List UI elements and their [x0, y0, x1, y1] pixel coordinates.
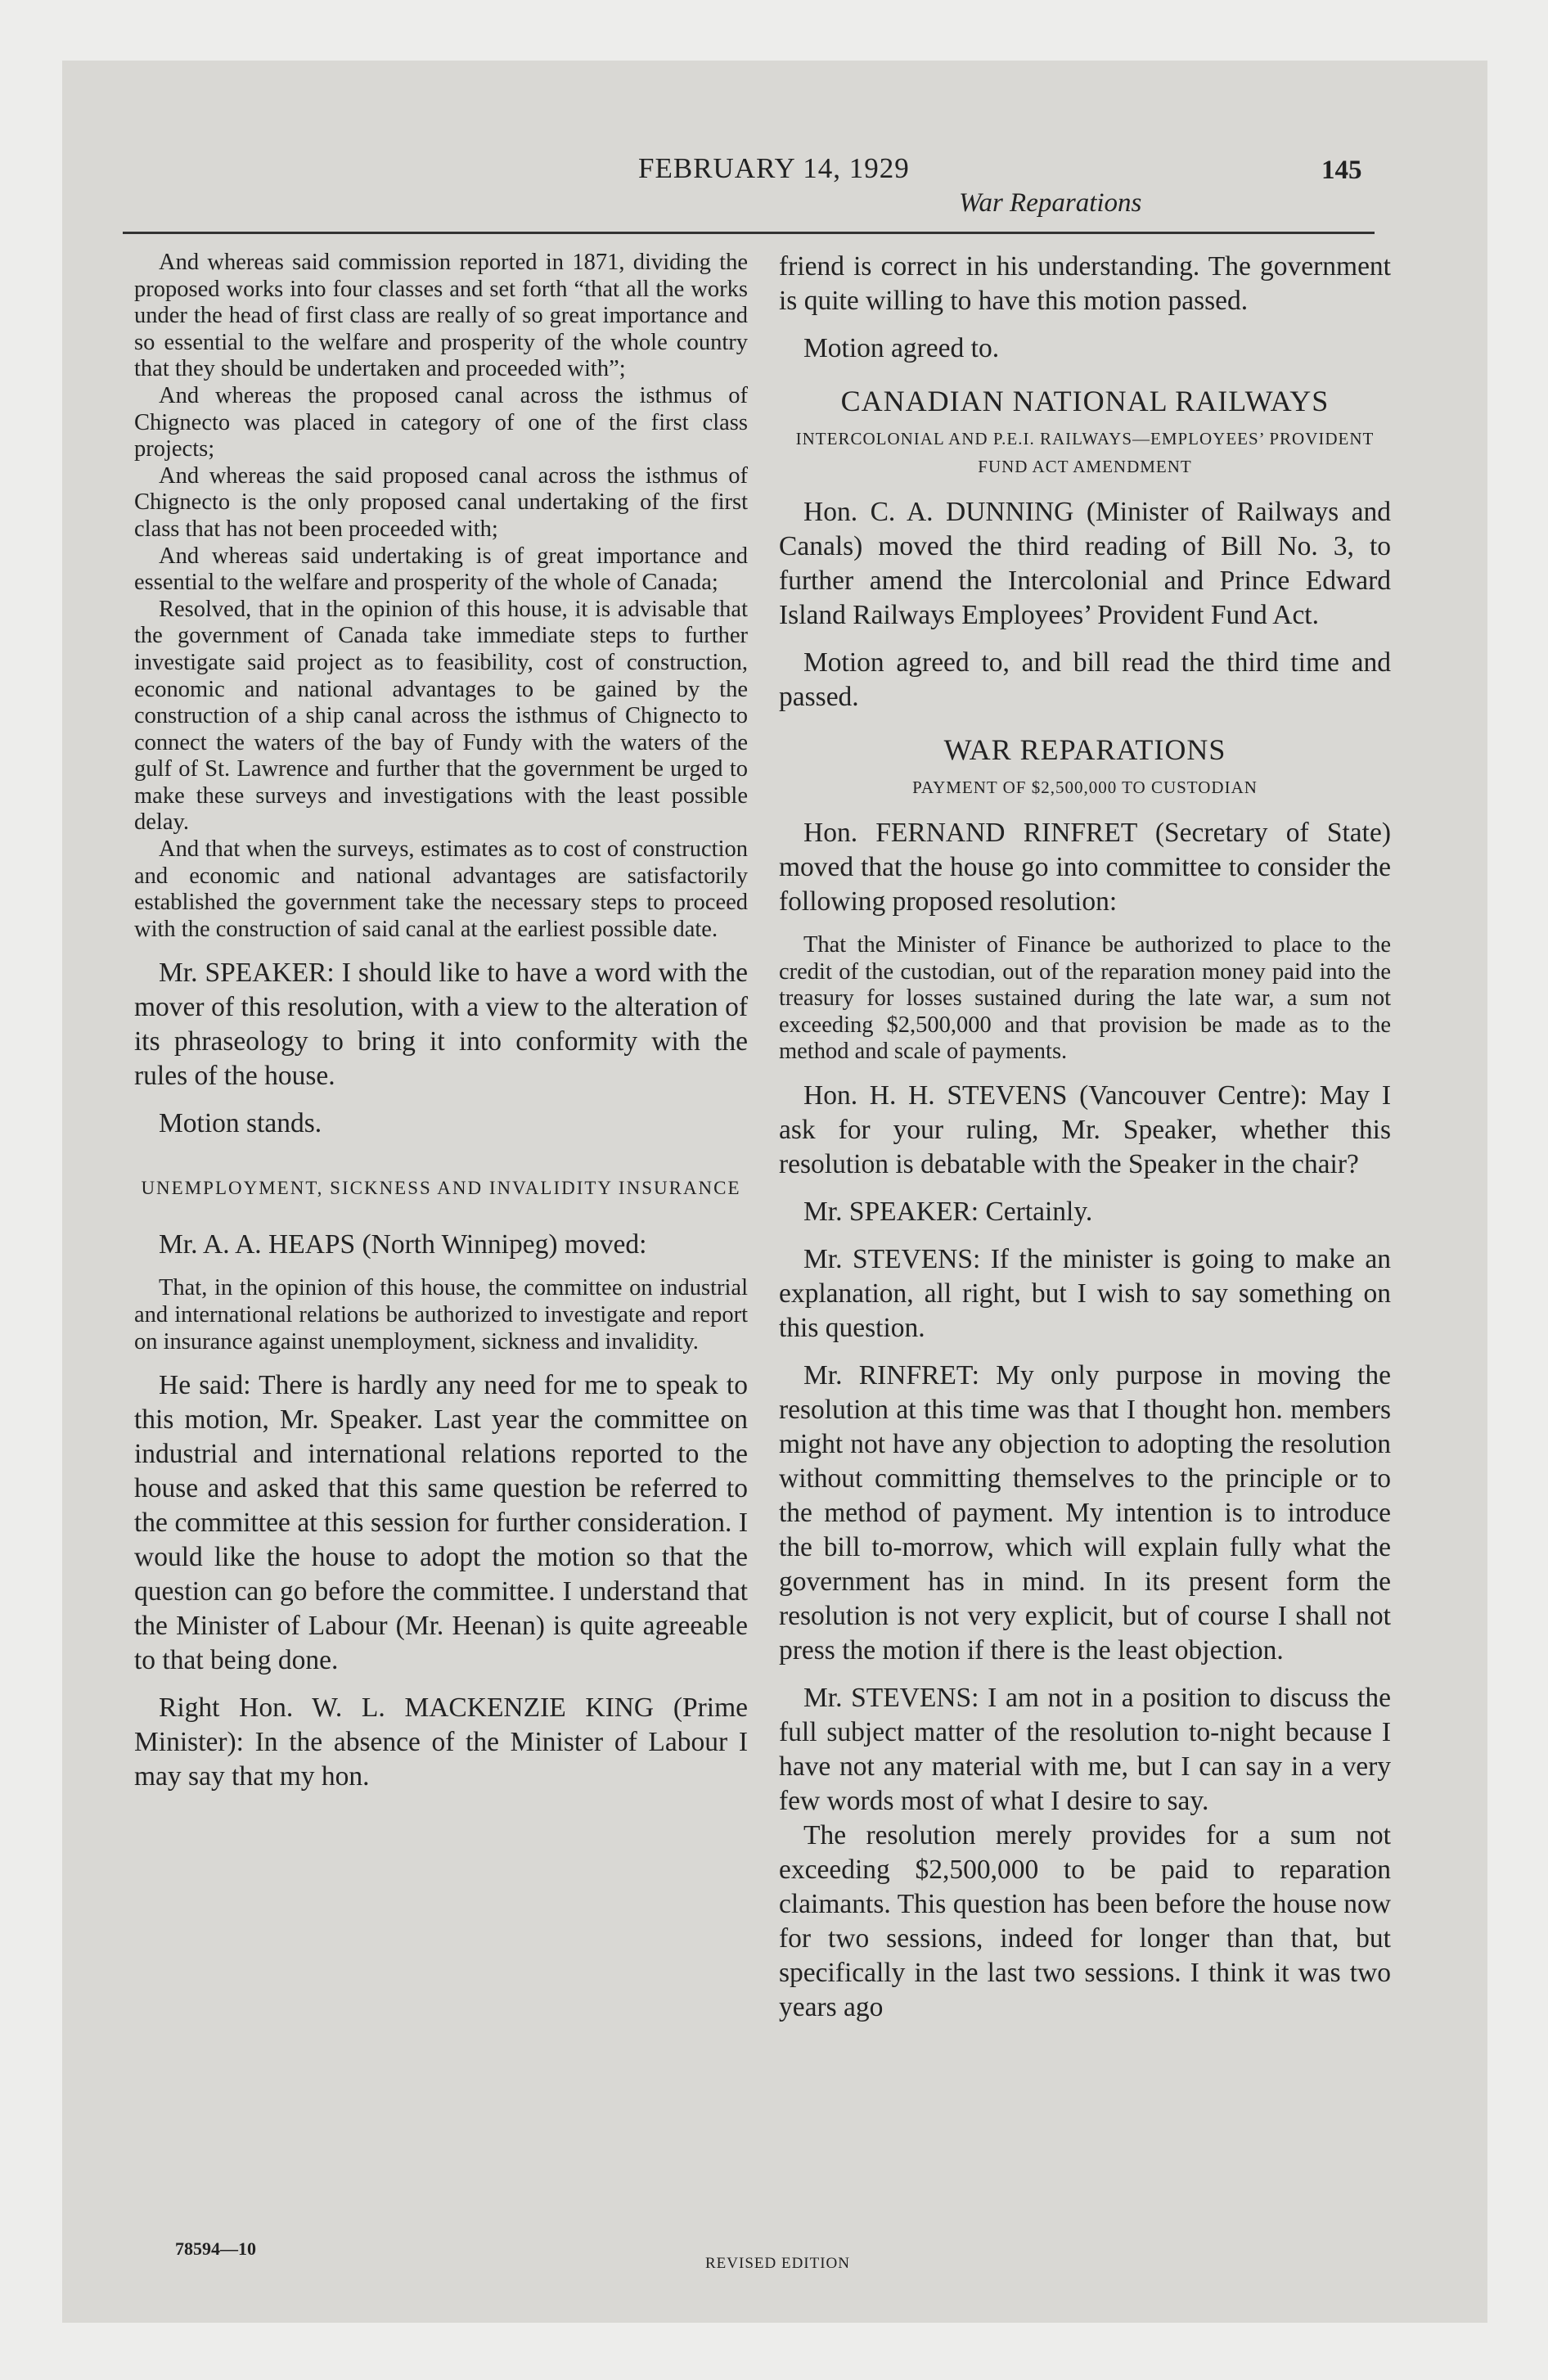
right-column: [779, 250, 1391, 2025]
speech-paragraph: friend is correct in his understanding. The government is quite willing to have this motion passed.: [779, 251, 1391, 316]
section-subheading: INTERCOLONIAL AND P.E.I. RAILWAYS—EMPLOYEES’ PROVIDENT FUND ACT AMENDMENT: [795, 429, 1375, 476]
resolution-clause: And whereas the said proposed canal across the isthmus of Chignecto is the only proposed canal undertaking of the first class that has not been proceeded with;: [134, 462, 748, 542]
speech-paragraph: Motion agreed to.: [803, 333, 1000, 363]
resolution-clause: And that when the surveys, estimates as to cost of construction and economic and national advantages are satisfactorily established the government take the necessary steps to proceed with the construction of said canal at the earliest possible date.: [134, 836, 748, 942]
resolution-clause: And whereas said undertaking is of great importance and essential to the welfare and prosperity of the whole of Canada;: [134, 543, 748, 596]
speech-paragraph: Mr. SPEAKER: Certainly.: [803, 1196, 1093, 1227]
footer-edition: REVISED EDITION: [705, 2255, 851, 2272]
section-subheading: PAYMENT OF $2,500,000 TO CUSTODIAN: [912, 778, 1258, 797]
resolution-clause: And whereas said commission reported in 1871, dividing the proposed works into four classes and set forth “that all the works under the head of first class are really of so great importance and so essential to the welfare and prosperity of the whole country that they should be undertaken and proceeded with”;: [134, 250, 748, 382]
header-rule: [123, 232, 1375, 234]
section-heading: CANADIAN NATIONAL RAILWAYS: [840, 385, 1330, 417]
speech-paragraph: Hon. C. A. DUNNING (Minister of Railways and Canals) moved the third reading of Bill No. 3, to further amend the Intercolonial and Prince Edward Island Railways Employees’ Provident Fund Act.: [779, 497, 1391, 630]
speech-paragraph: Motion agreed to, and bill read the third time and passed.: [779, 647, 1391, 712]
speech-paragraph: Mr. STEVENS: I am not in a position to discuss the full subject matter of the resolution to-night because I have not any material with me, but I can say in a very few words most of what I desire to say.: [779, 1682, 1391, 1816]
speech-paragraph: Mr. STEVENS: If the minister is going to make an explanation, all right, but I wish to say something on this question.: [779, 1243, 1391, 1343]
resolution-text: That the Minister of Finance be authorized to place to the credit of the custodian, out of the reparation money paid into the treasury for losses sustained during the late war, a sum not exceeding $2,500,000 and that provision be made as to the method and scale of payments.: [779, 932, 1391, 1065]
speech-paragraph: Mr. SPEAKER: I should like to have a word with the mover of this resolution, with a view to the alteration of its phraseology to bring it into conformity with the rules of the house.: [134, 958, 748, 1092]
motion-text: That, in the opinion of this house, the committee on industrial and international relations be authorized to investigate and report on insurance against unemployment, sickness and invalidity.: [134, 1275, 748, 1355]
speech-paragraph: Mr. A. A. HEAPS (North Winnipeg) moved:: [159, 1229, 647, 1260]
speech-paragraph: Right Hon. W. L. MACKENZIE KING (Prime Minister): In the absence of the Minister of Labour I may say that my hon.: [134, 1693, 748, 1792]
page-number: 145: [1321, 156, 1362, 185]
speech-paragraph: Motion stands.: [159, 1108, 322, 1139]
speech-paragraph: The resolution merely provides for a sum not exceeding $2,500,000 to be paid to reparation claimants. This question has been before the house now for two sessions, indeed for longer than that, but specifically in the last two sessions. I think it was two years ago: [779, 1819, 1391, 2022]
footer-code: 78594—10: [175, 2238, 256, 2259]
section-subheading: UNEMPLOYMENT, SICKNESS AND INVALIDITY INSURANCE: [141, 1178, 741, 1199]
resolution-clause: Resolved, that in the opinion of this house, it is advisable that the government of Canada take immediate steps to further investigate said project as to feasibility, cost of construction, economic and national advantages to be gained by the construction of a ship canal across the isthmus of Chignecto to connect the waters of the bay of Fundy with the waters of the gulf of St. Lawrence and further that the government be urged to make these surveys and investigations with the least possible delay.: [134, 596, 748, 836]
speech-paragraph: He said: There is hardly any need for me to speak to this motion, Mr. Speaker. Last year the committee on industrial and international relations reported to the house and asked that this same question be referred to the committee at this session for further consideration. I would like the house to adopt the motion so that the question can go before the committee. I understand that the Minister of Labour (Mr. Heenan) is quite agreeable to that being done.: [134, 1370, 748, 1676]
speech-paragraph: Hon. FERNAND RINFRET (Secretary of State) moved that the house go into committee to consider the following proposed resolution:: [779, 818, 1391, 917]
section-heading: WAR REPARATIONS: [943, 733, 1226, 766]
header-date: FEBRUARY 14, 1929: [638, 152, 910, 184]
resolution-clause: And whereas the proposed canal across the isthmus of Chignecto was placed in category of one of the first class projects;: [134, 382, 748, 462]
speech-paragraph: Hon. H. H. STEVENS (Vancouver Centre): May I ask for your ruling, Mr. Speaker, whether this resolution is debatable with the Speaker in the chair?: [779, 1080, 1391, 1179]
speech-paragraph: Mr. RINFRET: My only purpose in moving the resolution at this time was that I thought hon. members might not have any objection to adopting the resolution without committing themselves to the principle or to the method of payment. My intention is to introduce the bill to-morrow, which will explain fully what the government has in mind. In its present form the resolution is not very explicit, but of course I shall not press the motion if there is the least objection.: [779, 1359, 1391, 1666]
left-column: [134, 250, 748, 1794]
header-subject: War Reparations: [959, 188, 1142, 218]
